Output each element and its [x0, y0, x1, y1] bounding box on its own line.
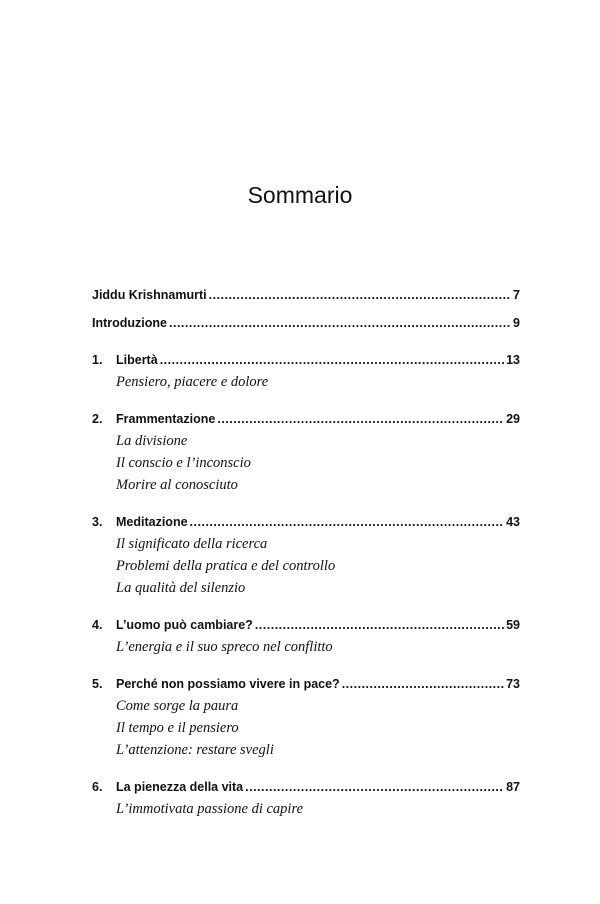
dot-leader [342, 673, 504, 695]
chapter-title: Perché non possiamo vivere in pace? [116, 677, 340, 691]
toc-section[interactable]: La divisione [116, 433, 188, 449]
toc-section[interactable]: La qualità del silenzio [116, 580, 246, 596]
toc-page-number: 9 [513, 316, 520, 330]
toc-chapter-heading[interactable] [92, 408, 520, 430]
toc-entry-label: Introduzione [92, 316, 167, 330]
chapter-number: 5. [92, 677, 103, 691]
chapter-title: L’uomo può cambiare? [116, 618, 253, 632]
toc-section[interactable]: Come sorge la paura [116, 698, 239, 714]
toc-page-number: 73 [506, 677, 520, 691]
dot-leader [190, 511, 505, 533]
toc-page-number: 43 [506, 515, 520, 529]
toc-chapter-2 [92, 408, 520, 496]
chapter-title: Meditazione [116, 515, 188, 529]
toc-section[interactable]: Il significato della ricerca [116, 536, 268, 552]
toc-page-number: 29 [506, 412, 520, 426]
dot-leader [255, 614, 504, 636]
chapter-title: Frammentazione [116, 412, 216, 426]
toc-section[interactable]: L’attenzione: restare svegli [116, 742, 274, 758]
toc-entry-front-1[interactable] [92, 284, 520, 306]
toc-chapter-heading[interactable] [92, 673, 520, 695]
table-of-contents [92, 284, 520, 820]
toc-section[interactable]: Pensiero, piacere e dolore [116, 374, 269, 390]
toc-entry-label: Jiddu Krishnamurti [92, 288, 207, 302]
dot-leader [217, 408, 504, 430]
page-title: Sommario [247, 182, 353, 208]
toc-section[interactable]: L’immotivata passione di capire [116, 801, 304, 817]
toc-entry-front-2[interactable] [92, 312, 520, 334]
toc-chapter-5 [92, 673, 520, 761]
toc-chapter-1 [92, 349, 520, 393]
toc-page-number: 7 [513, 288, 520, 302]
toc-chapter-6 [92, 776, 520, 820]
toc-section[interactable]: Il tempo e il pensiero [116, 720, 239, 736]
dot-leader [169, 312, 511, 334]
toc-page-number: 13 [506, 353, 520, 367]
chapter-number: 4. [92, 618, 103, 632]
chapter-number: 2. [92, 412, 103, 426]
toc-chapter-heading[interactable] [92, 349, 520, 371]
chapter-number: 6. [92, 780, 103, 794]
dot-leader [245, 776, 504, 798]
toc-section[interactable]: Il conscio e l’inconscio [116, 455, 251, 471]
dot-leader [160, 349, 504, 371]
toc-page-number: 59 [506, 618, 520, 632]
chapter-number: 1. [92, 353, 103, 367]
toc-page-number: 87 [506, 780, 520, 794]
toc-chapter-4 [92, 614, 520, 658]
toc-section[interactable]: Problemi della pratica e del controllo [116, 558, 336, 574]
toc-section[interactable]: Morire al conosciuto [116, 477, 238, 493]
dot-leader [209, 284, 511, 306]
chapter-title: La pienezza della vita [116, 780, 244, 794]
toc-chapter-heading[interactable] [92, 511, 520, 533]
chapter-title: Libertà [116, 353, 158, 367]
toc-chapter-3 [92, 511, 520, 599]
toc-chapter-heading[interactable] [92, 614, 520, 636]
chapter-number: 3. [92, 515, 103, 529]
toc-section[interactable]: L’energia e il suo spreco nel conflitto [116, 639, 333, 655]
toc-chapter-heading[interactable] [92, 776, 520, 798]
